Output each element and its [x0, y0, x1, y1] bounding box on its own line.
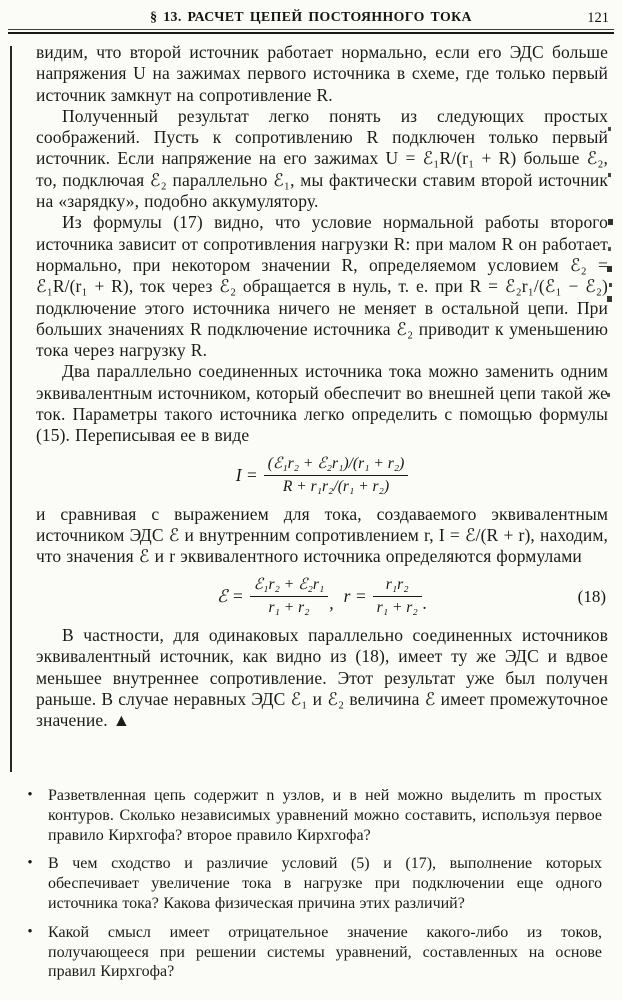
question-text: Какой смысл имеет отрицательное значение какого-либо из токов, получающееся при решении системы уравнений, составленных на основе правил Кирхгофа?: [48, 923, 602, 981]
header-rule: [8, 29, 614, 34]
question-item: [12, 786, 608, 845]
questions-list: [12, 786, 608, 991]
bullet-icon: •: [27, 787, 33, 803]
running-head: [0, 9, 622, 29]
section-title: § 13. РАСЧЕТ ЦЕПЕЙ ПОСТОЯННОГО ТОКА: [150, 9, 472, 24]
question-item: [12, 923, 608, 982]
body-text: [36, 42, 608, 731]
formula-18-separator: ,: [329, 593, 334, 614]
formula-18: [36, 576, 608, 618]
page-number: 121: [587, 10, 609, 26]
paragraph-3: Из формулы (17) видно, что условие нормальной работы второго источника зависит от сопротивления нагрузки R: при малом R он работает нормально, при некотором значении R, определяемом условием ℰ₂ = ℰ₁R/(r₁ + R), ток через ℰ₂ обращается в нуль, т. е. при R = ℰ₂r₁/(ℰ₁ − ℰ₂) подключение этого источника ничего не меняет в остальной цепи. При больших значениях R подключение источника ℰ₂ приводит к уменьшению тока через нагрузку R.: [36, 212, 608, 361]
formula-current-numerator: (ℰ₁r₂ + ℰ₂r₁)/(r₁ + r₂): [264, 455, 409, 477]
formula-18-emf-denominator: r₁ + r₂: [268, 599, 310, 617]
formula-current-fraction: [264, 455, 409, 497]
formula-18-r-fraction: [373, 576, 422, 618]
formula-18-emf-fraction: [250, 576, 329, 618]
formula-18-r-denominator: r₁ + r₂: [376, 599, 418, 617]
paragraph-5: и сравнивая с выражением для тока, создаваемого эквивалентным источником ЭДС ℰ и внутренним сопротивлением r, I = ℰ/(R + r), находим, что значения ℰ и r эквивалентного источника определяются формулами: [36, 503, 608, 567]
bullet-icon: •: [27, 923, 33, 940]
question-item: [12, 854, 608, 913]
formula-18-emf-numerator: ℰ₁r₂ + ℰ₂r₁: [250, 576, 329, 598]
formula-18-r-lhs: r =: [343, 586, 367, 607]
paragraph-2: Полученный результат легко понять из следующих простых соображений. Пусть к сопротивлению R подключен только первый источник. Если напряжение на его зажимах U = ℰ₁R/(r₁ + R) больше ℰ₂, то, подключая ℰ₂ параллельно ℰ₁, мы фактически ставим второй источник на «зарядку», подобно аккумулятору.: [36, 105, 608, 212]
formula-18-r-numerator: r₁r₂: [373, 576, 422, 598]
question-text: В чем сходство и различие условий (5) и (17), выполнение которых обеспечивает увеличение тока в нагрузке при подключении еще одного источника тока? Какова физическая причина этих различий?: [48, 855, 602, 912]
formula-current-denominator: R + r₁r₂/(r₁ + r₂): [282, 478, 390, 496]
bullet-icon: •: [27, 855, 33, 872]
formula-current: [36, 455, 608, 497]
question-text: Разветвленная цепь содержит n узлов, и в ней можно выделить m простых контуров. Сколько независимых уравнений можно составить, используя первое правило Кирхгофа? второе правило Кирхгофа?: [48, 787, 602, 844]
solution-margin-bar: [10, 46, 12, 772]
scan-speck: [608, 127, 611, 131]
formula-18-emf-lhs: ℰ =: [216, 586, 244, 607]
formula-current-lhs: I =: [235, 465, 258, 486]
paragraph-4: Два параллельно соединенных источника тока можно заменить одним эквивалентным источником, который обеспечит во внешней цепи такой же ток. Параметры такого источника легко определить с помощью формулы (15). Переписывая ее в виде: [36, 361, 608, 446]
formula-18-terminator: .: [422, 593, 428, 614]
paragraph-6: В частности, для одинаковых параллельно соединенных источников эквивалентный источник, как видно из (18), имеет ту же ЭДС и вдвое меньшее внутреннее сопротивление. Этот результат уже был получен раньше. В случае неравных ЭДС ℰ₁ и ℰ₂ величина ℰ имеет промежуточное значение. ▲: [36, 624, 608, 731]
equation-number: (18): [577, 586, 606, 606]
paragraph-1: видим, что второй источник работает нормально, если его ЭДС больше напряжения U на зажимах первого источника в схеме, где только первый источник замкнут на сопротивление R.: [36, 42, 608, 105]
